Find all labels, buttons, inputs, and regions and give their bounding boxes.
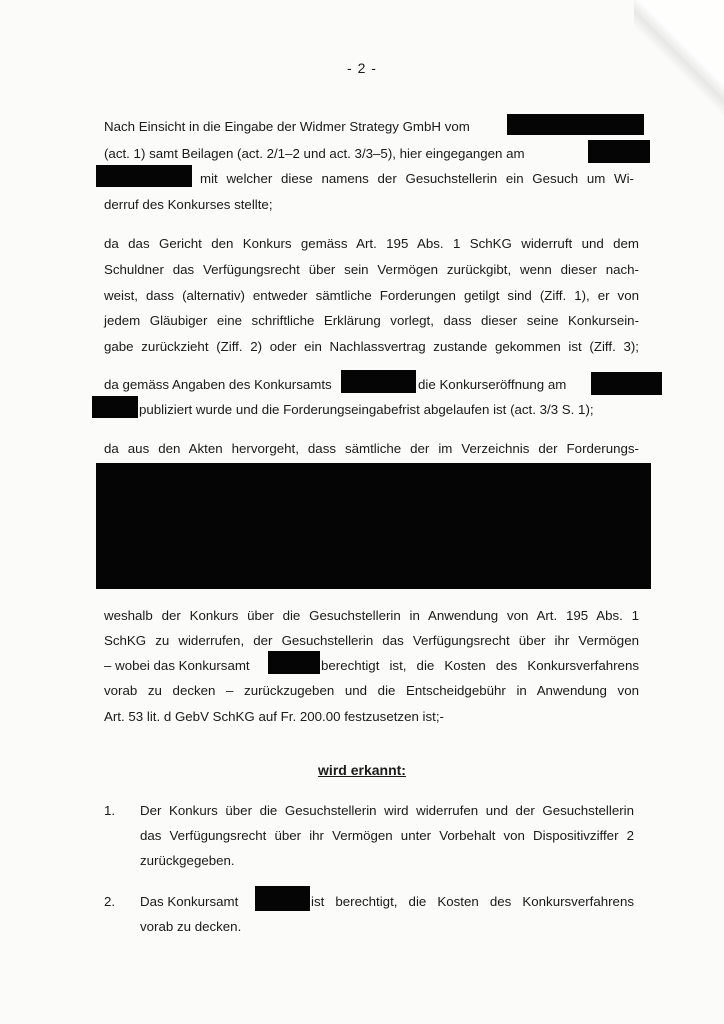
redaction-block <box>591 372 662 395</box>
item-2-line-2: vorab zu decken. <box>140 919 242 934</box>
item-2-number: 2. <box>104 894 116 909</box>
item-2-line-1b: ist berechtigt, die Kosten des Konkursverfahrens <box>311 894 634 909</box>
paragraph-3-line-1a: da gemäss Angaben des Konkursamts <box>104 377 332 392</box>
paragraph-5-line-3a: – wobei das Konkursamt <box>104 658 250 673</box>
redaction-block <box>507 114 644 135</box>
text: Nach Einsicht in die Eingabe der Widmer Strategy GmbH vom <box>104 119 470 134</box>
paragraph-2-line-2: Schuldner das Verfügungsrecht über sein Vermögen zurückgibt, wenn dieser nach- <box>104 262 639 277</box>
paragraph-1-line-2 <box>104 145 574 163</box>
item-1-line-1: Der Konkurs über die Gesuchstellerin wird widerrufen und der Gesuchstellerin <box>140 803 634 818</box>
item-1-line-3: zurückgegeben. <box>140 853 235 868</box>
paragraph-2-line-5: gabe zurückzieht (Ziff. 2) oder ein Nachlassvertrag zustande gekommen ist (Ziff. 3); <box>104 339 639 354</box>
text: (act. 1) samt Beilagen (act. 2/1–2 und act. 3/3–5), hier eingegangen am <box>104 146 525 161</box>
paragraph-5-line-5: Art. 53 lit. d GebV SchKG auf Fr. 200.00 festzusetzen ist;- <box>104 709 444 724</box>
page-number: - 2 - <box>347 60 377 76</box>
paragraph-5-line-1: weshalb der Konkurs über die Gesuchstellerin in Anwendung von Art. 195 Abs. 1 <box>104 608 639 623</box>
paragraph-2-line-1: da das Gericht den Konkurs gemäss Art. 195 Abs. 1 SchKG widerruft und dem <box>104 236 639 251</box>
item-1-line-2: das Verfügungsrecht über ihr Vermögen unter Vorbehalt von Dispositivziffer 2 <box>140 828 634 843</box>
redaction-block <box>92 396 138 418</box>
paragraph-4-line-1: da aus den Akten hervorgeht, dass sämtliche der im Verzeichnis der Forderungs- <box>104 441 639 456</box>
item-1-number: 1. <box>104 803 116 818</box>
paragraph-5-line-4: vorab zu decken – zurückzugeben und die Entscheidgebühr in Anwendung von <box>104 683 639 698</box>
paragraph-5-line-3b: berechtigt ist, die Kosten des Konkursverfahrens <box>321 658 639 673</box>
redaction-block <box>96 165 192 187</box>
redaction-block <box>341 370 416 393</box>
paragraph-5-line-2: SchKG zu widerrufen, der Gesuchstellerin das Verfügungsrecht über ihr Vermögen <box>104 633 639 648</box>
ruling-heading: wird erkannt: <box>318 762 406 778</box>
item-2-line-1a: Das Konkursamt <box>140 894 239 909</box>
paragraph-2-line-4: jedem Gläubiger eine schriftliche Erklärung vorlegt, dass dieser seine Konkursein- <box>104 313 639 328</box>
redaction-block <box>255 886 310 911</box>
redaction-block <box>588 140 650 163</box>
redaction-block <box>268 651 320 674</box>
large-redaction-block <box>96 463 651 589</box>
paragraph-1-line-4: derruf des Konkurses stellte; <box>104 197 273 212</box>
paragraph-3-line-1b: die Konkurseröffnung am <box>418 377 567 392</box>
paragraph-3-line-2: publiziert wurde und die Forderungseingabefrist abgelaufen ist (act. 3/3 S. 1); <box>139 402 594 417</box>
paragraph-1-line-3: mit welcher diese namens der Gesuchstellerin ein Gesuch um Wi- <box>200 171 634 186</box>
paragraph-2-line-3: weist, dass (alternativ) entweder sämtliche Forderungen getilgt sind (Ziff. 1), er von <box>104 288 639 303</box>
